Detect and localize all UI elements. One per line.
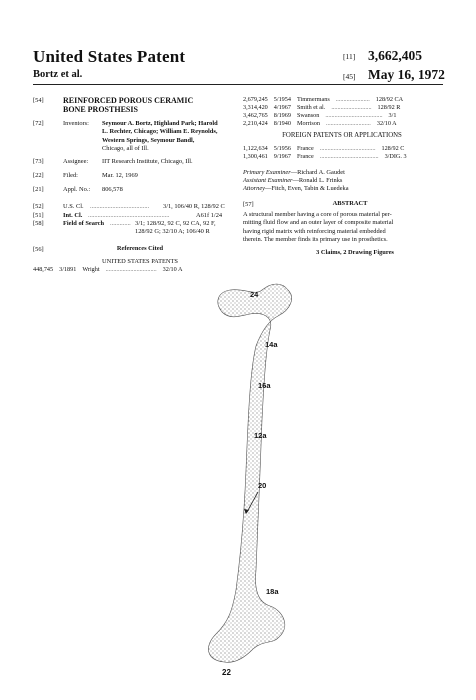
cited-number: 1,300,461 xyxy=(243,153,268,160)
cited-name: Morrison xyxy=(296,120,320,127)
cited-class: 128/92 CA xyxy=(375,96,404,103)
cited-date: 5/1954 xyxy=(273,96,291,103)
inventor-line: L. Rechter, Chicago; William E. Reynolds, xyxy=(102,128,218,136)
cited-class: 3/DIG. 3 xyxy=(384,153,407,160)
cited-leader: ...................................... xyxy=(319,153,379,160)
cited-number: 2,679,245 xyxy=(243,96,268,103)
uscl-label: U.S. Cl. xyxy=(63,203,84,210)
cited-date: 3/1891 xyxy=(59,266,77,273)
abstract-title: ABSTRACT xyxy=(332,200,368,207)
attorney: Attorney—Fitch, Even, Tabin & Luedeka xyxy=(243,185,349,192)
uscl-value: 3/1, 106/40 R, 128/92 C xyxy=(163,203,225,210)
cited-name: Wright xyxy=(82,266,100,273)
assignee-label: Assignee: xyxy=(63,158,89,165)
assistant-examiner-value: Ronald L. Frinks xyxy=(298,177,343,184)
filed-tag: [22] xyxy=(33,172,44,179)
cited-leader: .................................... xyxy=(319,145,376,152)
cited-name: Timmermans xyxy=(296,96,330,103)
field-tag: [58] xyxy=(33,220,44,227)
figure-label-14a: 14a xyxy=(265,340,278,349)
cited-class: 128/92 R xyxy=(377,104,401,111)
field-label: Field of Search xyxy=(63,220,105,227)
figure-label-12a: 12a xyxy=(254,431,267,440)
page-number: 22 xyxy=(222,668,231,677)
primary-examiner-value: Richard A. Gaudet xyxy=(297,169,345,176)
assignee-tag: [73] xyxy=(33,158,44,165)
cited-date: 8/1969 xyxy=(273,112,291,119)
date-tag: [45] xyxy=(343,72,356,81)
abstract-line: having rigid matrix with reinforcing material embedded xyxy=(243,227,386,235)
cited-date: 4/1967 xyxy=(273,104,291,111)
foreign-patents-title: FOREIGN PATENTS OR APPLICATIONS xyxy=(282,132,402,139)
cited-leader: ...................... xyxy=(335,96,370,103)
patent-number: 3,662,405 xyxy=(368,48,422,63)
title-tag: [54] xyxy=(33,97,44,104)
cited-number: 448,745 xyxy=(33,266,54,273)
title-line: BONE PROSTHESIS xyxy=(63,105,138,114)
title-line: REINFORCED POROUS CERAMIC xyxy=(63,96,194,105)
cited-number: 3,462,765 xyxy=(243,112,268,119)
cited-number: 1,122,634 xyxy=(243,145,268,152)
field-line: 128/92 G; 32/10 A; 106/40 R xyxy=(135,228,210,235)
figure-label-24: 24 xyxy=(250,290,259,299)
attorney-label: Attorney xyxy=(243,185,266,192)
cited-date: 9/1967 xyxy=(273,153,291,160)
cited-class: 32/10 A xyxy=(376,120,397,127)
us-patents-title: UNITED STATES PATENTS xyxy=(102,258,178,265)
figure-label-20: 20 xyxy=(258,481,267,490)
intcl-label: Int. Cl. xyxy=(63,212,83,219)
attorney-value: Fitch, Even, Tabin & Luedeka xyxy=(271,185,349,192)
cited-leader: ............................. xyxy=(325,120,371,127)
field-leader: ............. xyxy=(110,220,131,227)
inventor-short: Bortz et al. xyxy=(33,69,83,80)
cited-name: France xyxy=(296,145,314,152)
inventor-line: Seymour A. Bortz, Highland Park; Harold xyxy=(102,120,218,127)
assignee-value: IIT Research Institute, Chicago, Ill. xyxy=(102,158,193,165)
cited-name: Swanson xyxy=(296,112,320,119)
refs-tag: [56] xyxy=(33,246,44,253)
abstract-tag: [57] xyxy=(243,201,254,208)
primary-examiner: Primary Examiner—Richard A. Gaudet xyxy=(243,169,345,176)
primary-examiner-label: Primary Examiner xyxy=(243,169,291,176)
intcl-leader: ................................................... xyxy=(88,212,170,219)
cited-leader: .......................... xyxy=(331,104,372,111)
claims-line: 3 Claims, 2 Drawing Figures xyxy=(316,249,394,256)
inventor-line: Chicago, all of Ill. xyxy=(102,145,149,153)
figure-label-18a: 18a xyxy=(266,587,279,596)
refs-title: References Cited xyxy=(116,245,164,252)
appl-tag: [21] xyxy=(33,186,44,193)
cited-name: Smith et al. xyxy=(296,104,326,111)
inventors-label: Inventors: xyxy=(63,120,89,127)
bone-outline xyxy=(208,284,291,662)
patent-heading: United States Patent xyxy=(33,47,186,66)
cited-number: 3,314,420 xyxy=(243,104,268,111)
cited-date: 8/1940 xyxy=(273,120,291,127)
inventor-line: Western Springs, Seymour Bandl, xyxy=(102,136,195,144)
figure-label-16a: 16a xyxy=(258,381,271,390)
abstract-line: mitting fluid flow and an outer layer of composite material xyxy=(243,219,394,227)
intcl-tag: [51] xyxy=(33,212,44,219)
number-tag: [11] xyxy=(343,52,356,61)
appl-label: Appl. No.: xyxy=(63,186,91,193)
patent-date: May 16, 1972 xyxy=(368,67,445,82)
assistant-examiner-label: Assistant Examiner xyxy=(243,177,293,184)
field-line: 3/1; 128/92, 92 C, 92 CA, 92 F, xyxy=(135,220,216,227)
cited-leader: ................................. xyxy=(105,266,157,273)
cited-leader: ..................................... xyxy=(325,112,383,119)
cited-class: 32/10 A xyxy=(162,266,183,273)
abstract-line: A structural member having a core of porous material per- xyxy=(243,211,392,218)
filed-value: Mar. 12, 1969 xyxy=(102,172,138,179)
uscl-tag: [52] xyxy=(33,203,44,210)
assistant-examiner: Assistant Examiner—Ronald L. Frinks xyxy=(243,177,343,184)
uscl-leader: ..................................... xyxy=(90,203,150,210)
cited-class: 3/1 xyxy=(388,112,397,119)
cited-name: France xyxy=(296,153,314,160)
inventors-tag: [72] xyxy=(33,120,44,127)
abstract-line: therein. The member finds its primary use in prosthetics. xyxy=(243,236,388,244)
intcl-value: A61f 1/24 xyxy=(196,212,223,219)
cited-date: 5/1956 xyxy=(273,145,291,152)
cited-class: 128/92 C xyxy=(381,145,405,152)
cited-number: 2,210,424 xyxy=(243,120,268,127)
filed-label: Filed: xyxy=(63,172,78,179)
appl-value: 806,578 xyxy=(102,186,123,193)
